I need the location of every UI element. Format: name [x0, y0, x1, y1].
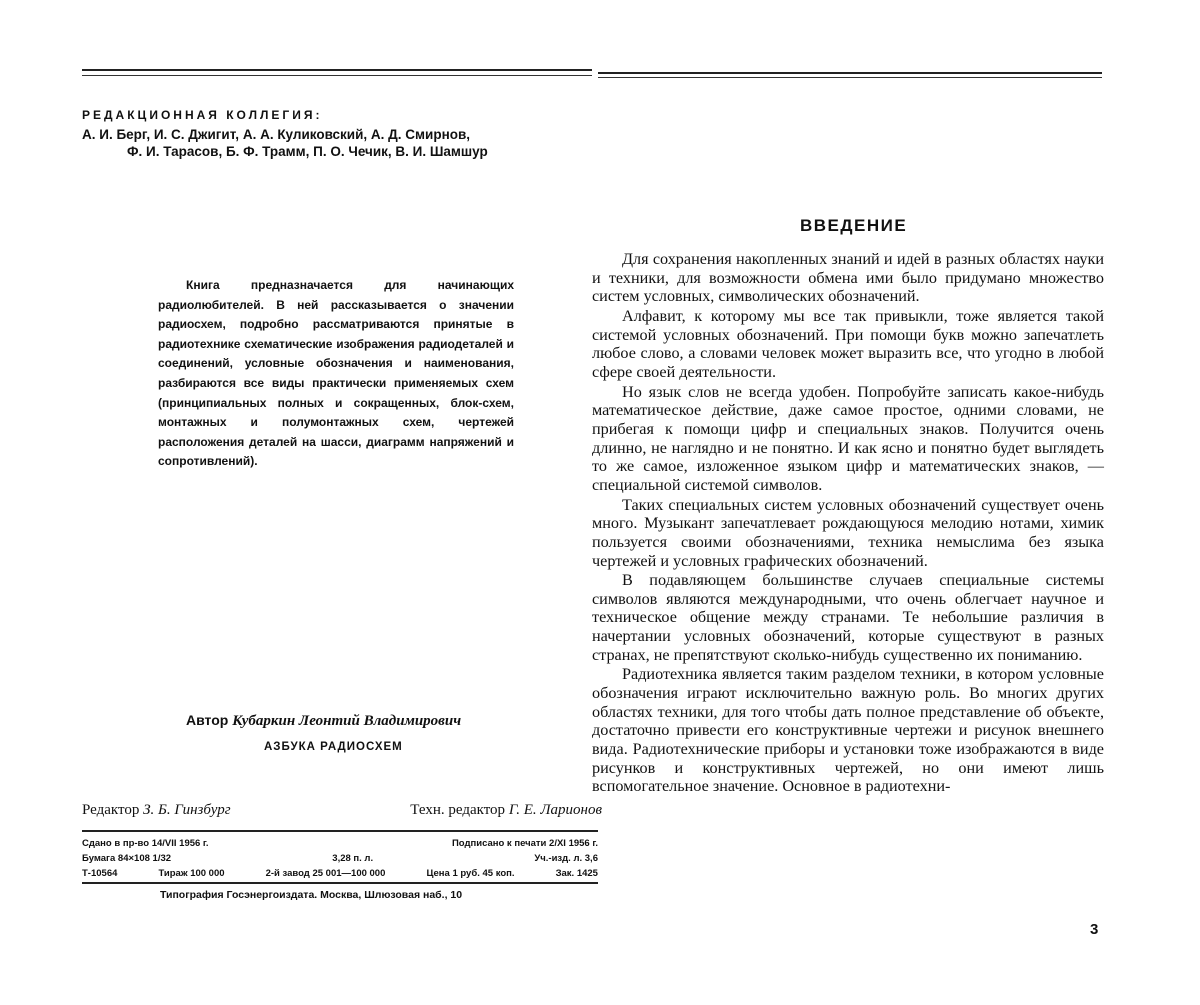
paragraph: Но язык слов не всегда удобен. Попробуйте записать какое-нибудь математическое действие, даже самое простое, одними словами, не прибегая к помощи цифр и специальных знаков. Получится очень длинно, не наглядно и не понятно. И как ясно и понятно будет выглядеть то же самое, изложенное языком цифр и математических знаков, — специальной системой символов. [592, 382, 1104, 494]
imprint-price: Цена 1 руб. 45 коп. [426, 868, 515, 879]
editors-line [82, 802, 602, 819]
author-line [186, 712, 461, 730]
tech-editor-label: Техн. редактор [410, 802, 506, 818]
imprint-row-1 [82, 836, 598, 851]
imprint-printed-sheets: 3,28 п. л. [332, 853, 374, 864]
author-label: Автор [186, 712, 229, 728]
top-rule-right-thin [598, 77, 1102, 78]
imprint-top-rule [82, 830, 598, 832]
editorial-board-names-line2: Ф. И. Тарасов, Б. Ф. Трамм, П. О. Чечик, В. И. Шамшур [127, 144, 488, 159]
page-number: 3 [1090, 921, 1099, 938]
editor-name: З. Б. Гинзбург [143, 802, 231, 818]
imprint-paper: Бумага 84×108 1/32 [82, 853, 172, 864]
editorial-board-names [82, 126, 602, 160]
paragraph: Таких специальных систем условных обозначений существует очень много. Музыкант запечатлевает рождающуюся мелодию нотами, химик пользуется своими обозначениями, техника немыслима без языка чертежей и условных графических обозначений. [592, 495, 1104, 570]
paragraph: В подавляющем большинстве случаев специальные системы символов являются международными, что очень облегчает научное и техническое общение между странами. Те небольшие различия в начертании условных обозначений, которые существуют в разных странах, не препятствуют сколько-нибудь существенно их пониманию. [592, 571, 1104, 664]
author-name: Кубаркин Леонтий Владимирович [232, 713, 462, 729]
editor [82, 802, 231, 819]
introduction-heading: ВВЕДЕНИЕ [800, 216, 908, 235]
imprint-submitted: Сдано в пр-во 14/VII 1956 г. [82, 838, 209, 849]
imprint-code: Т-10564 [82, 868, 118, 879]
printer-line: Типография Госэнергоиздата. Москва, Шлюзовая наб., 10 [160, 889, 463, 901]
editor-label: Редактор [82, 802, 140, 818]
editorial-board-label: РЕДАКЦИОННАЯ КОЛЛЕГИЯ: [82, 108, 323, 122]
imprint-circulation: Тираж 100 000 [158, 868, 225, 879]
imprint-signed: Подписано к печати 2/XI 1956 г. [451, 838, 598, 849]
tech-editor-name: Г. Е. Ларионов [508, 802, 602, 818]
top-rule-right [598, 72, 1102, 74]
book-title: АЗБУКА РАДИОСХЕМ [264, 741, 403, 753]
introduction-body [592, 250, 1104, 797]
paragraph: Радиотехника является таким разделом техники, в котором условные обозначения играют исключительно важную роль. Во многих других областях техники, для того чтобы дать полное представление об объекте, достаточно привести его конструктивные чертежи и рисунок внешнего вида. Радиотехнические приборы и установки тоже изображаются в виде рисунков и конструктивных чертежей, но они имеют лишь вспомогательное значение. Основное в радиотехни- [592, 665, 1104, 796]
top-rule-left [82, 69, 592, 71]
imprint-row-3 [82, 866, 598, 881]
tech-editor [410, 802, 602, 819]
paragraph: Алфавит, к которому мы все так привыкли, тоже является такой системой условных обозначений. При помощи букв можно запечатлеть любое слово, а словами человек может выразить все, что угодно в любой сфере своей деятельности. [592, 306, 1104, 381]
imprint-bottom-rule [82, 882, 598, 884]
imprint-order: Зак. 1425 [555, 868, 598, 879]
book-annotation: Книга предназначается для начинающих радиолюбителей. В ней рассказывается о значении радиосхем, подробно рассматриваются принятые в радиотехнике схематические изображения радиодеталей и соединений, условные обозначения и наименования, разбираются все виды практически применяемых схем (принципиальных полных и сокращенных, блок-схем, монтажных и полумонтажных схем, чертежей расположения деталей на шасси, диаграмм напряжений и сопротивлений). [158, 278, 514, 469]
editorial-board-names-line1: А. И. Берг, И. С. Джигит, А. А. Куликовский, А. Д. Смирнов, [82, 127, 471, 142]
imprint-row-2 [82, 851, 598, 866]
paragraph: Для сохранения накопленных знаний и идей в разных областях науки и техники, для возможности обмена ими было придумано множество систем условных, символических обозначений. [592, 250, 1104, 306]
imprint-block [82, 836, 598, 881]
imprint-print-run: 2-й завод 25 001—100 000 [265, 868, 386, 879]
imprint-publisher-sheets: Уч.-изд. л. 3,6 [534, 853, 598, 864]
top-rule-left-thin [82, 75, 592, 76]
